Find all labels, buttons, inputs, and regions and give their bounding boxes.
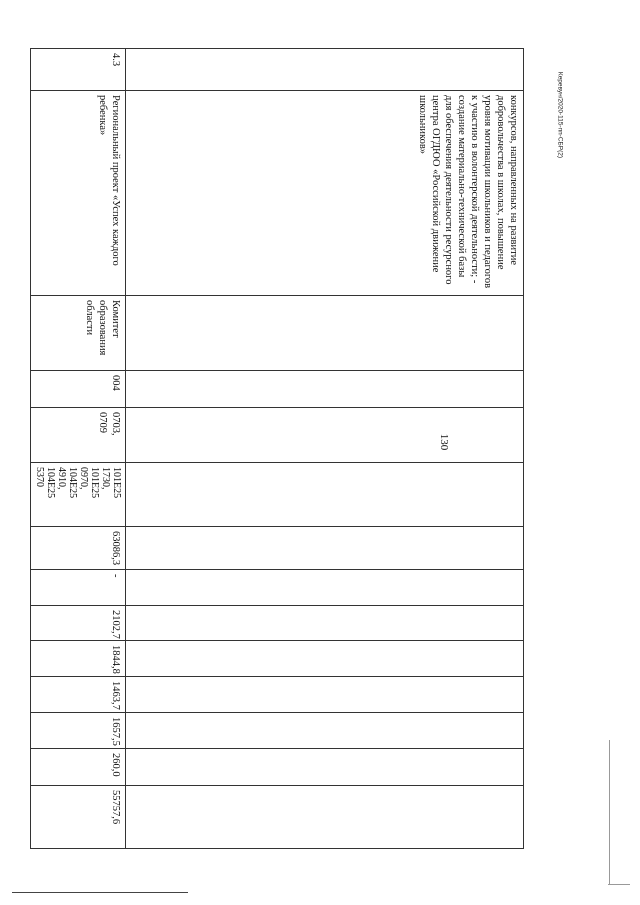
row-name: Региональный проект «Успех каждого ребенка»	[31, 91, 126, 296]
rotated-table-container	[36, 48, 524, 828]
row-executor: Комитет образования области	[31, 296, 126, 371]
row-name: конкурсов, направленных на развитие добровольчества в школах, повышение уровня мотивации школьников и педагогов к участию в волонтерской деятельности; - создание материально-технической базы для обеспечения деятельности ресурсного центра ОГДЮО «Российской движение школьников»	[126, 91, 524, 296]
bottom-rule	[12, 892, 188, 893]
row-year-3	[126, 641, 524, 677]
row-year-5	[126, 713, 524, 749]
table-row	[31, 49, 126, 849]
row-section	[126, 408, 524, 463]
row-target	[126, 463, 524, 527]
row-executor	[126, 296, 524, 371]
target-line: 104E25	[67, 467, 78, 499]
row-total: 63086,3	[31, 527, 126, 570]
target-line: 1730,	[100, 467, 111, 490]
row-year-2: 2102,7	[31, 606, 126, 641]
target-line: 101E25	[111, 467, 122, 499]
table-row	[126, 49, 524, 849]
document-code: Керевун/2020-115-пп-СБР(2)	[556, 71, 564, 159]
row-index	[126, 49, 524, 91]
row-year-7	[126, 786, 524, 849]
page-number: 130	[438, 433, 450, 451]
row-code: 004	[31, 371, 126, 408]
row-target	[31, 463, 126, 527]
row-year-1: -	[31, 570, 126, 606]
target-line: 5370	[34, 467, 45, 487]
row-year-3: 1844,8	[31, 641, 126, 677]
target-line: 101E25	[89, 467, 100, 499]
row-year-5: 1657,5	[31, 713, 126, 749]
target-line: 104E25	[45, 467, 56, 499]
row-year-7: 55757,6	[31, 786, 126, 849]
target-line: 0970,	[78, 467, 89, 490]
row-year-4	[126, 677, 524, 713]
page-edge-tick	[608, 884, 630, 885]
page-edge-line	[609, 740, 610, 885]
row-year-6: 260,0	[31, 749, 126, 786]
row-section: 0703, 0709	[31, 408, 126, 463]
row-year-2	[126, 606, 524, 641]
row-total	[126, 527, 524, 570]
row-year-4: 1463,7	[31, 677, 126, 713]
row-index: 4.3	[31, 49, 126, 91]
budget-table	[30, 48, 524, 849]
row-year-1	[126, 570, 524, 606]
row-code	[126, 371, 524, 408]
row-year-6	[126, 749, 524, 786]
target-line: 4910,	[56, 467, 67, 490]
